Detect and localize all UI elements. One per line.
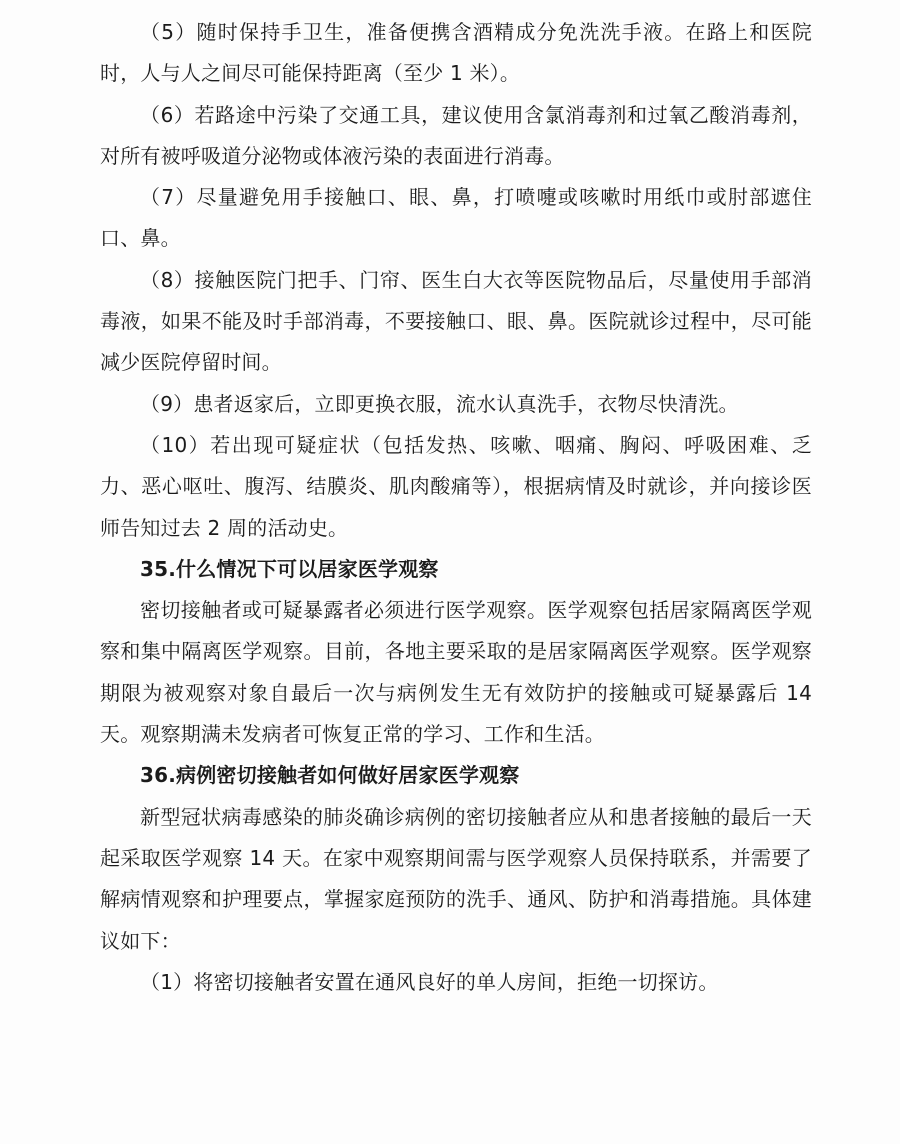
document-body: [100, 12, 812, 1003]
paragraph-item-8: （8）接触医院门把手、门帘、医生白大衣等医院物品后，尽量使用手部消毒液，如果不能及时手部消毒，不要接触口、眼、鼻。医院就诊过程中，尽可能减少医院停留时间。: [100, 267, 812, 375]
paragraph-section-36-intro: 新型冠状病毒感染的肺炎确诊病例的密切接触者应从和患者接触的最后一天起采取医学观察 14 天。在家中观察期间需与医学观察人员保持联系，并需要了解病情观察和护理要点，掌握家庭预防的洗手、通风、防护和消毒措施。具体建议如下：: [100, 804, 812, 953]
paragraph-section-36-item-1: （1）将密切接触者安置在通风良好的单人房间，拒绝一切探访。: [140, 969, 719, 994]
paragraph-item-5: （5）随时保持手卫生，准备便携含酒精成分免洗洗手液。在路上和医院时，人与人之间尽可能保持距离（至少 1 米）。: [100, 20, 812, 86]
paragraph-item-10: （10）若出现可疑症状（包括发热、咳嗽、咽痛、胸闷、呼吸困难、乏力、恶心呕吐、腹泻、结膜炎、肌肉酸痛等），根据病情及时就诊，并向接诊医师告知过去 2 周的活动史。: [100, 432, 812, 540]
section-heading-35: 35.什么情况下可以居家医学观察: [140, 556, 439, 581]
paragraph-item-7: （7）尽量避免用手接触口、眼、鼻，打喷嚏或咳嗽时用纸巾或肘部遮住口、鼻。: [100, 185, 812, 251]
paragraph-section-35-body: 密切接触者或可疑暴露者必须进行医学观察。医学观察包括居家隔离医学观察和集中隔离医学观察。目前，各地主要采取的是居家隔离医学观察。医学观察期限为被观察对象自最后一次与病例发生无有效防护的接触或可疑暴露后 14 天。观察期满未发病者可恢复正常的学习、工作和生活。: [100, 598, 812, 747]
section-heading-36: 36.病例密切接触者如何做好居家医学观察: [140, 763, 520, 788]
paragraph-item-9: （9）患者返家后，立即更换衣服，流水认真洗手，衣物尽快清洗。: [140, 391, 739, 416]
paragraph-item-6: （6）若路途中污染了交通工具，建议使用含氯消毒剂和过氧乙酸消毒剂，对所有被呼吸道分泌物或体液污染的表面进行消毒。: [100, 102, 812, 168]
